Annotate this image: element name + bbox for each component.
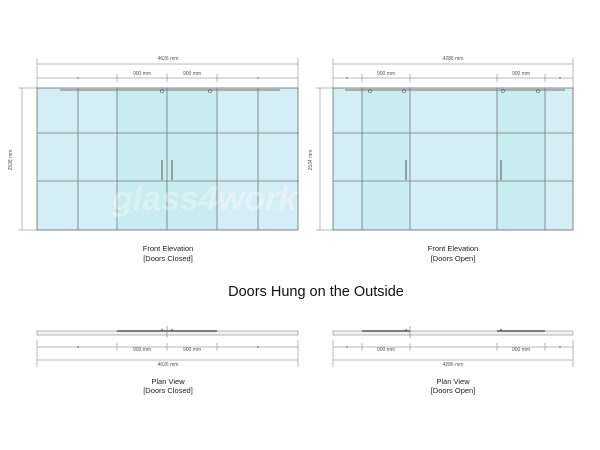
door1-width-label: 900 mm [132, 71, 152, 77]
caption-title: Plan View [151, 377, 185, 386]
caption-title: Front Elevation [142, 244, 194, 253]
door2-width-label: 900 mm [511, 347, 531, 353]
caption-subtitle: [Doors Closed] [143, 386, 193, 395]
overall-width-label: 4286 mm [442, 362, 464, 368]
caption-title: Front Elevation [427, 244, 479, 253]
page-heading: Doors Hung on the Outside [228, 284, 404, 300]
sliding-door-right [497, 88, 545, 230]
door-dimensions-open [333, 71, 573, 82]
plan-overall-dimension-closed [37, 360, 298, 368]
height-label: 2534 mm [308, 149, 314, 171]
door2-width-label: 900 mm [511, 71, 531, 77]
overall-dimension-open [333, 56, 573, 88]
overall-width-label: 4626 mm [157, 362, 179, 368]
front-elevation-open [308, 56, 573, 263]
door2-width-label: 900 mm [182, 347, 202, 353]
overall-width-label: 4286 mm [442, 56, 464, 62]
plan-view-open [333, 326, 573, 395]
front-elevation-closed [8, 56, 299, 263]
plan-overall-dimension-open [333, 360, 573, 368]
handle-icon [405, 329, 407, 331]
height-dimension-open [308, 88, 333, 230]
caption-subtitle: [Doors Open] [430, 386, 476, 395]
caption-subtitle: [Doors Closed] [143, 254, 193, 263]
overall-width-label: 4626 mm [157, 56, 179, 62]
door1-width-label: 900 mm [132, 347, 152, 353]
caption-subtitle: [Doors Open] [430, 254, 476, 263]
overall-dimension-closed [37, 56, 298, 88]
door1-width-label: 900 mm [376, 71, 396, 77]
height-dimension-closed [8, 88, 37, 230]
door2-width-label: 900 mm [182, 71, 202, 77]
plan-view-closed [37, 326, 298, 395]
height-label: 2538 mm [8, 149, 14, 171]
watermark-logo: glass4work [112, 180, 298, 218]
door1-width-label: 900 mm [376, 347, 396, 353]
handle-icon [171, 329, 173, 331]
sliding-door-left [362, 88, 410, 230]
door-dimensions-closed [37, 71, 298, 82]
handle-icon [500, 329, 502, 331]
handle-icon [161, 329, 163, 331]
caption-title: Plan View [436, 377, 470, 386]
